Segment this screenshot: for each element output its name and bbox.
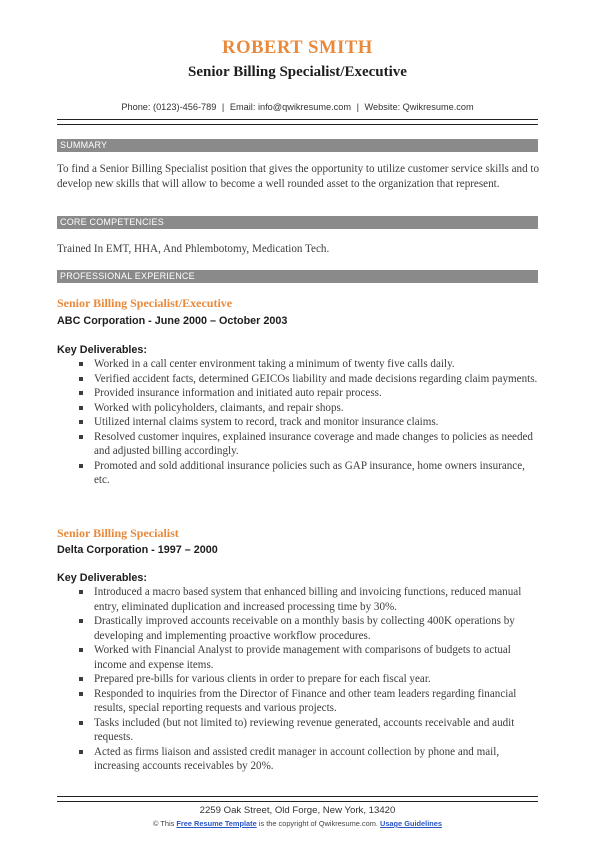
list-item: Verified accident facts, determined GEICOs liability and made decisions regarding claim payments. <box>57 372 540 387</box>
bullet-icon <box>79 721 83 725</box>
website-text[interactable]: Website: Qwikresume.com <box>364 102 474 112</box>
list-item: Responded to inquiries from the Director of Finance and other team leaders regarding financial results, special reporting requests and various projects. <box>57 687 540 716</box>
candidate-title: Senior Billing Specialist/Executive <box>188 64 407 80</box>
section-heading-experience: PROFESSIONAL EXPERIENCE <box>57 270 538 283</box>
job-company: ABC Corporation - June 2000 – October 2003 <box>57 315 288 327</box>
job-title: Senior Billing Specialist <box>57 526 179 540</box>
bullet-icon <box>79 590 83 594</box>
list-item: Utilized internal claims system to record, track and monitor insurance claims. <box>57 415 540 430</box>
bullet-icon <box>79 406 83 410</box>
footer-divider <box>57 796 538 802</box>
deliverables-list <box>57 585 540 774</box>
deliverables-label: Key Deliverables: <box>57 344 148 356</box>
candidate-name: ROBERT SMITH <box>222 38 373 58</box>
competencies-text: Trained In EMT, HHA, And Phlembotomy, Medication Tech. <box>57 243 330 255</box>
summary-text: To find a Senior Billing Specialist position that gives the opportunity to utilize customer service skills and to develop new skills that will allow to become a well rounded asset to the organization that represent. <box>57 163 540 190</box>
bullet-icon <box>79 420 83 424</box>
list-item: Provided insurance information and initiated auto repair process. <box>57 386 540 401</box>
phone-text: Phone: (0123)-456-789 <box>121 102 217 112</box>
list-item: Worked with policyholders, claimants, and repair shops. <box>57 401 540 416</box>
footer-address: 2259 Oak Street, Old Forge, New York, 13420 <box>199 805 396 816</box>
bullet-icon <box>79 619 83 623</box>
bullet-icon <box>79 464 83 468</box>
job-title: Senior Billing Specialist/Executive <box>57 296 233 310</box>
copyright-prefix: © This <box>152 819 175 828</box>
list-item: Acted as firms liaison and assisted credit manager in account collection by phone and mail, increasing accounts receivables by 20%. <box>57 745 540 774</box>
deliverables-label: Key Deliverables: <box>57 572 148 584</box>
separator: | <box>356 102 359 112</box>
list-item: Worked in a call center environment taking a minimum of twenty five calls daily. <box>57 357 540 372</box>
list-item: Tasks included (but not limited to) reviewing revenue generated, accounts receivable and audit requests. <box>57 716 540 745</box>
list-item: Resolved customer inquires, explained insurance coverage and made changes to policies as needed and adjusted billing accordingly. <box>57 430 540 459</box>
header-divider <box>57 119 538 125</box>
bullet-icon <box>79 692 83 696</box>
section-heading-competencies: CORE COMPETENCIES <box>57 216 538 229</box>
deliverables-list <box>57 357 540 488</box>
list-item: Introduced a macro based system that enhanced billing and invoicing functions, reduced manual entry, eliminated duplication and increased processing time by 30%. <box>57 585 540 614</box>
list-item: Drastically improved accounts receivable on a monthly basis by collecting 400K operations by developing and implementing proactive workflow procedures. <box>57 614 540 643</box>
bullet-icon <box>79 362 83 366</box>
copyright-middle: is the copyright of Qwikresume.com. <box>258 819 378 828</box>
bullet-icon <box>79 435 83 439</box>
bullet-icon <box>79 648 83 652</box>
free-resume-template-link[interactable]: Free Resume Template <box>176 819 257 828</box>
bullet-icon <box>79 377 83 381</box>
usage-guidelines-link[interactable]: Usage Guidelines <box>379 819 443 828</box>
list-item: Prepared pre-bills for various clients in order to prepare for each fiscal year. <box>57 672 540 687</box>
contact-line <box>0 101 595 114</box>
list-item: Promoted and sold additional insurance policies such as GAP insurance, home owners insurance, etc. <box>57 459 540 488</box>
footer-copyright <box>0 818 595 829</box>
bullet-icon <box>79 750 83 754</box>
bullet-icon <box>79 677 83 681</box>
separator: | <box>221 102 225 112</box>
bullet-icon <box>79 391 83 395</box>
list-item: Worked with Financial Analyst to provide management with comparisons of budgets to actual income and expense items. <box>57 643 540 672</box>
email-text[interactable]: Email: info@qwikresume.com <box>229 102 352 112</box>
section-heading-summary: SUMMARY <box>57 139 538 152</box>
job-company: Delta Corporation - 1997 – 2000 <box>57 544 218 556</box>
